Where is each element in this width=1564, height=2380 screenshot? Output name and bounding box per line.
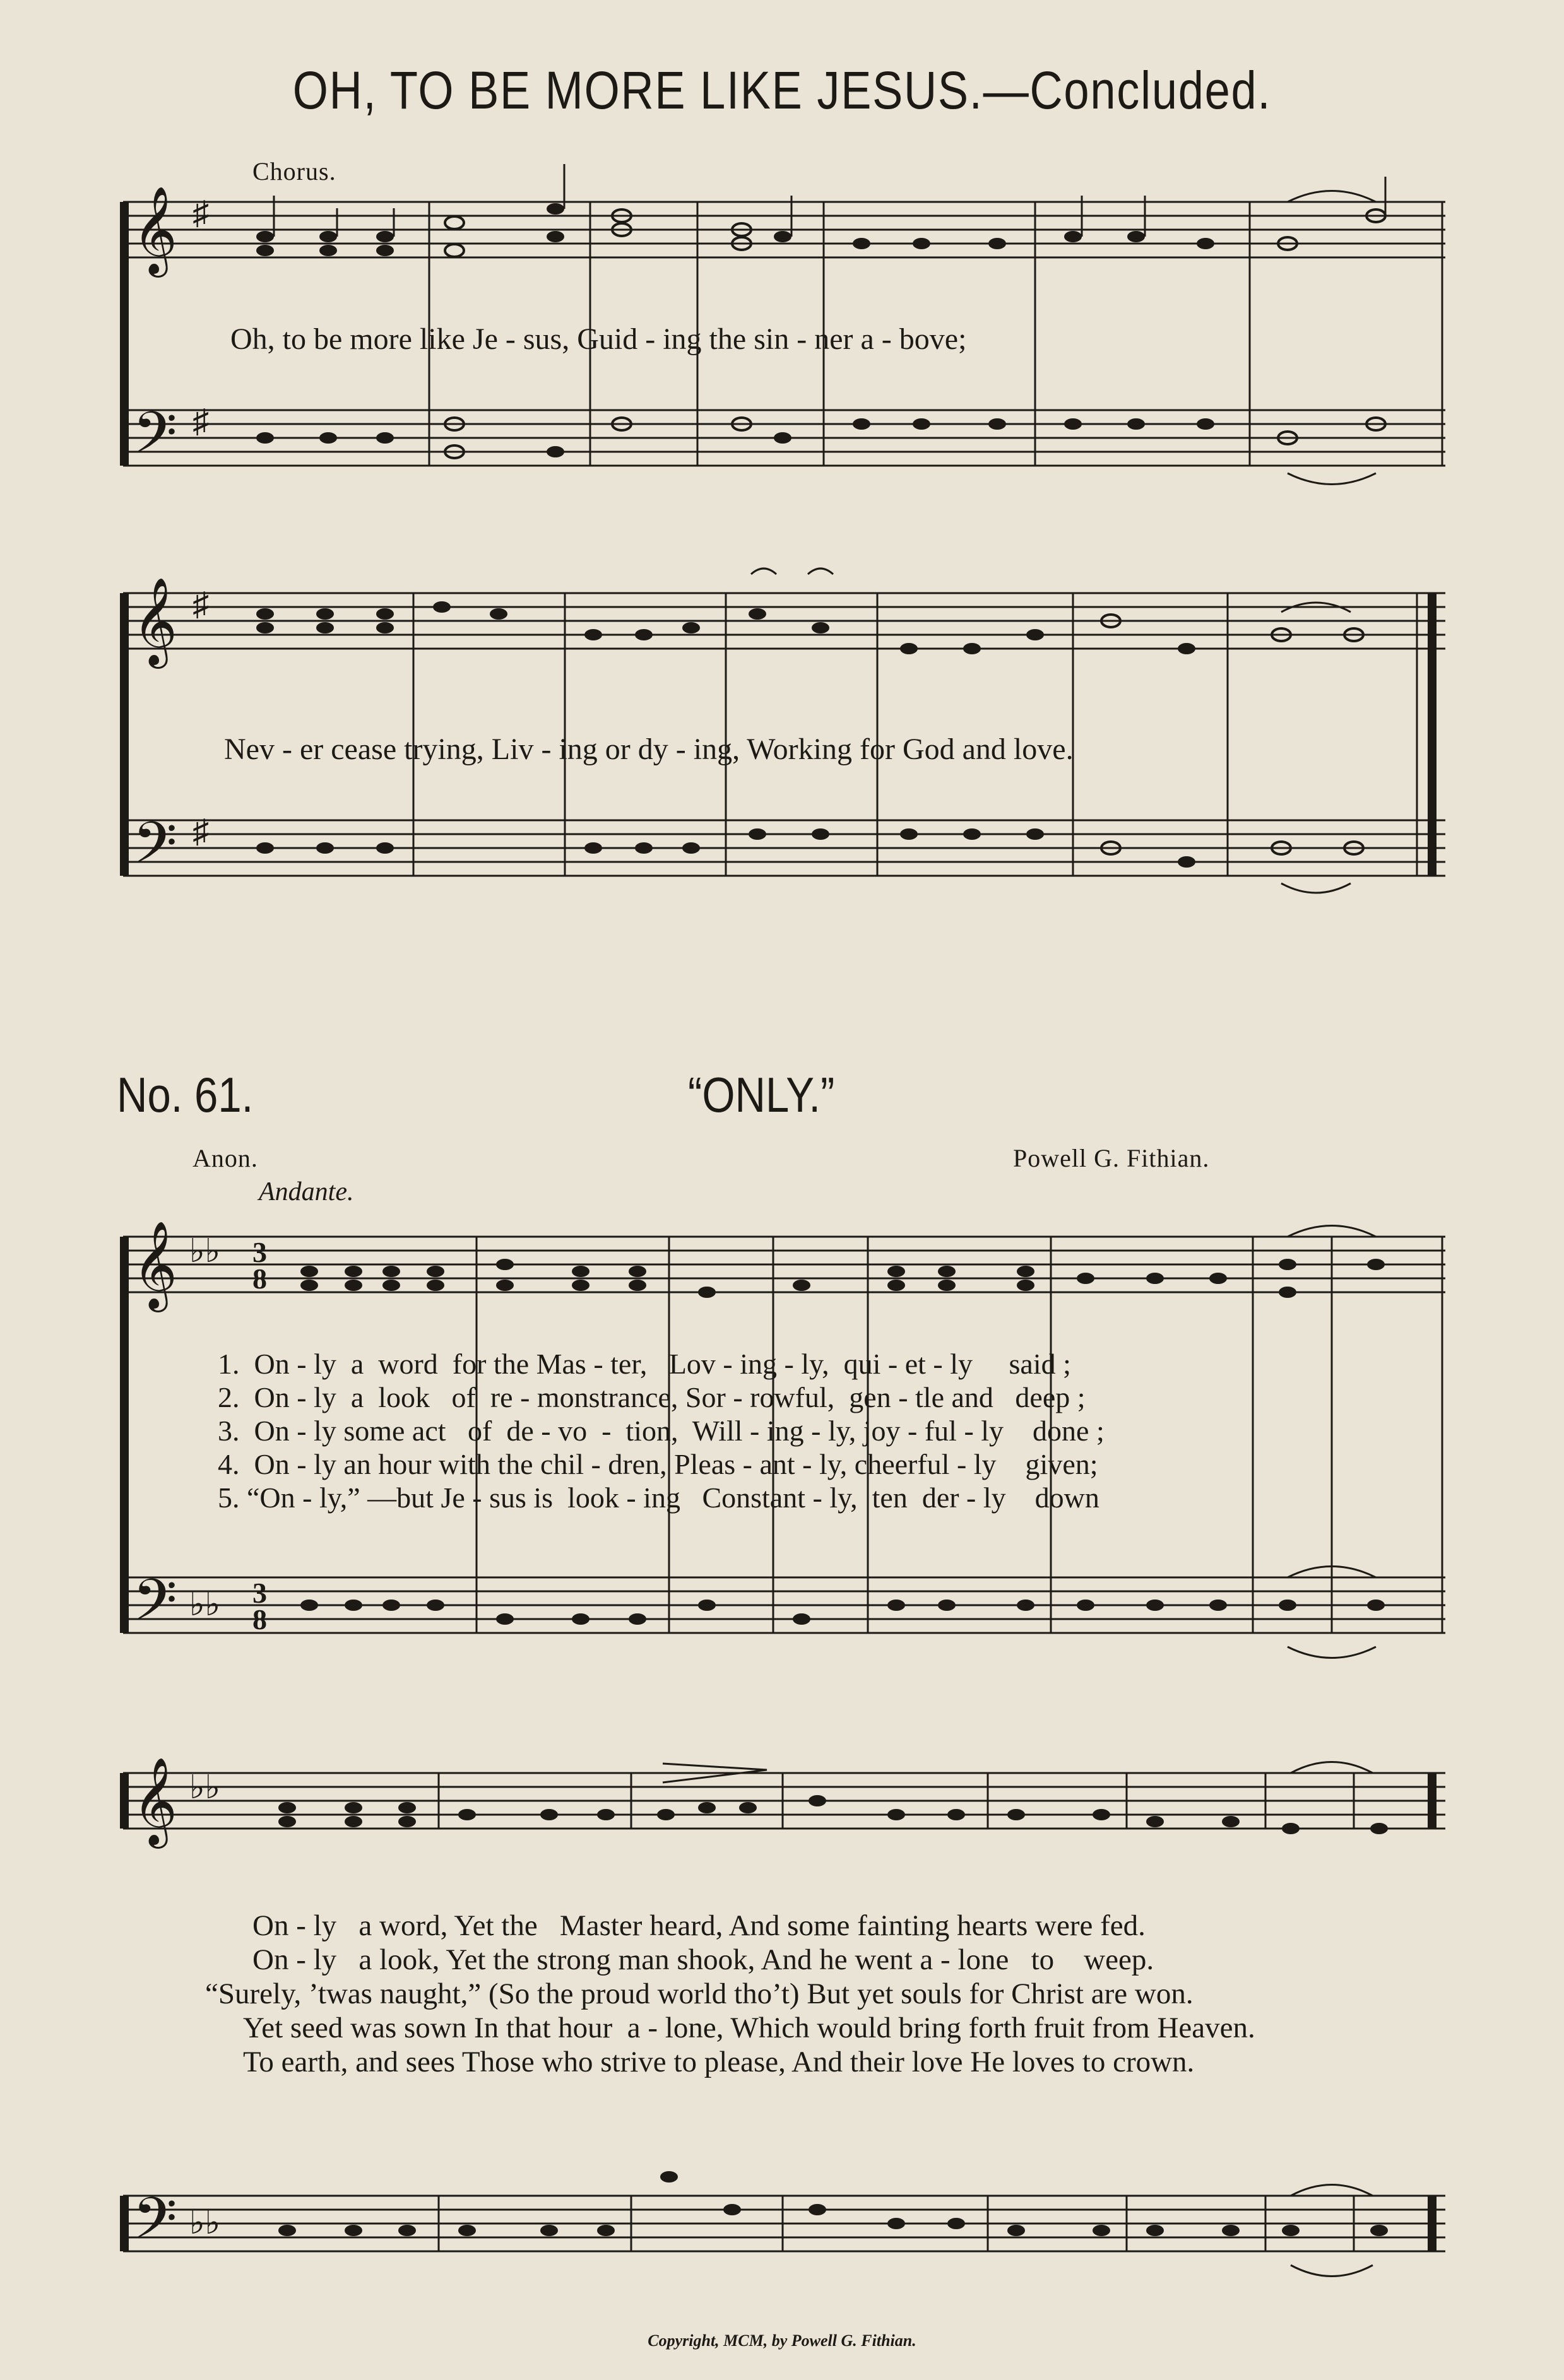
time-signature-top-bass: 3 bbox=[252, 1577, 267, 1609]
hymn-number: No. 61. bbox=[117, 1067, 254, 1122]
svg-text:𝄢: 𝄢 bbox=[133, 399, 177, 480]
refrain-block bbox=[205, 1909, 1255, 2079]
svg-text:𝄢: 𝄢 bbox=[133, 2185, 177, 2266]
tempo-marking: Andante. bbox=[259, 1177, 354, 1206]
music-system-4-treble bbox=[0, 1748, 1564, 1887]
svg-text:𝄢: 𝄢 bbox=[133, 1567, 177, 1647]
verse-block bbox=[218, 1347, 1105, 1514]
hymn-title: “ONLY.” bbox=[688, 1067, 835, 1122]
svg-text:𝄞: 𝄞 bbox=[133, 577, 177, 665]
verse-line-3: 3. On - ly some act of de - vo - tion, Will - ing - ly, joy - ful - ly done ; bbox=[218, 1415, 1105, 1447]
svg-text:♭♭: ♭♭ bbox=[189, 2205, 221, 2241]
time-signature-bottom-treble: 8 bbox=[252, 1263, 267, 1295]
verse-line-2: 2. On - ly a look of re - monstrance, Sor - rowful, gen - tle and deep ; bbox=[218, 1381, 1086, 1413]
time-signature-top-treble: 3 bbox=[252, 1236, 267, 1268]
svg-text:𝄞: 𝄞 bbox=[133, 186, 177, 274]
page-title: OH, TO BE MORE LIKE JESUS.—Concluded. bbox=[292, 61, 1272, 120]
time-signature-bottom-bass: 8 bbox=[252, 1603, 267, 1635]
svg-text:𝄞: 𝄞 bbox=[133, 1757, 177, 1845]
verse-line-5: 5. “On - ly,” —but Je - sus is look - ing Constant - ly, ten der - ly down bbox=[218, 1482, 1099, 1514]
chorus-lyric-line-1: Oh, to be more like Je - sus, Guid - ing the sin - ner a - bove; bbox=[230, 322, 967, 356]
refrain-line-4: Yet seed was sown In that hour a - lone, Which would bring forth fruit from Heaven. bbox=[243, 2012, 1255, 2044]
svg-text:♯: ♯ bbox=[193, 196, 209, 232]
music-system-4-bass bbox=[0, 2139, 1564, 2303]
svg-text:♭♭: ♭♭ bbox=[189, 1587, 221, 1623]
svg-text:𝄞: 𝄞 bbox=[133, 1221, 177, 1309]
svg-text:♭♭: ♭♭ bbox=[189, 1234, 221, 1270]
svg-text:♯: ♯ bbox=[193, 814, 209, 850]
verse-line-4: 4. On - ly an hour with the chil - dren, Pleas - ant - ly, cheerful - ly given; bbox=[218, 1448, 1098, 1480]
svg-text:♯: ♯ bbox=[193, 404, 209, 440]
svg-text:♭♭: ♭♭ bbox=[189, 1770, 221, 1806]
chorus-lyric-line-2: Nev - er cease trying, Liv - ing or dy - ing, Working for God and love. bbox=[224, 733, 1074, 766]
refrain-line-2: On - ly a look, Yet the strong man shook, And he went a - lone to weep. bbox=[252, 1943, 1154, 1976]
composer-credit: Powell G. Fithian. bbox=[1013, 1144, 1210, 1172]
refrain-line-3: “Surely, ’twas naught,” (So the proud world tho’t) But yet souls for Christ are won. bbox=[205, 1977, 1194, 2010]
verse-line-1: 1. On - ly a word for the Mas - ter, Lov - ing - ly, qui - et - ly said ; bbox=[218, 1348, 1071, 1380]
svg-text:♯: ♯ bbox=[193, 587, 209, 623]
copyright-notice: Copyright, MCM, by Powell G. Fithian. bbox=[648, 2331, 916, 2350]
refrain-line-5: To earth, and sees Those who strive to please, And their love He loves to crown. bbox=[243, 2046, 1195, 2078]
author-credit: Anon. bbox=[193, 1144, 258, 1172]
chorus-label: Chorus. bbox=[252, 157, 336, 186]
refrain-line-1: On - ly a word, Yet the Master heard, And some fainting hearts were fed. bbox=[252, 1909, 1146, 1942]
svg-text:𝄢: 𝄢 bbox=[133, 810, 177, 890]
